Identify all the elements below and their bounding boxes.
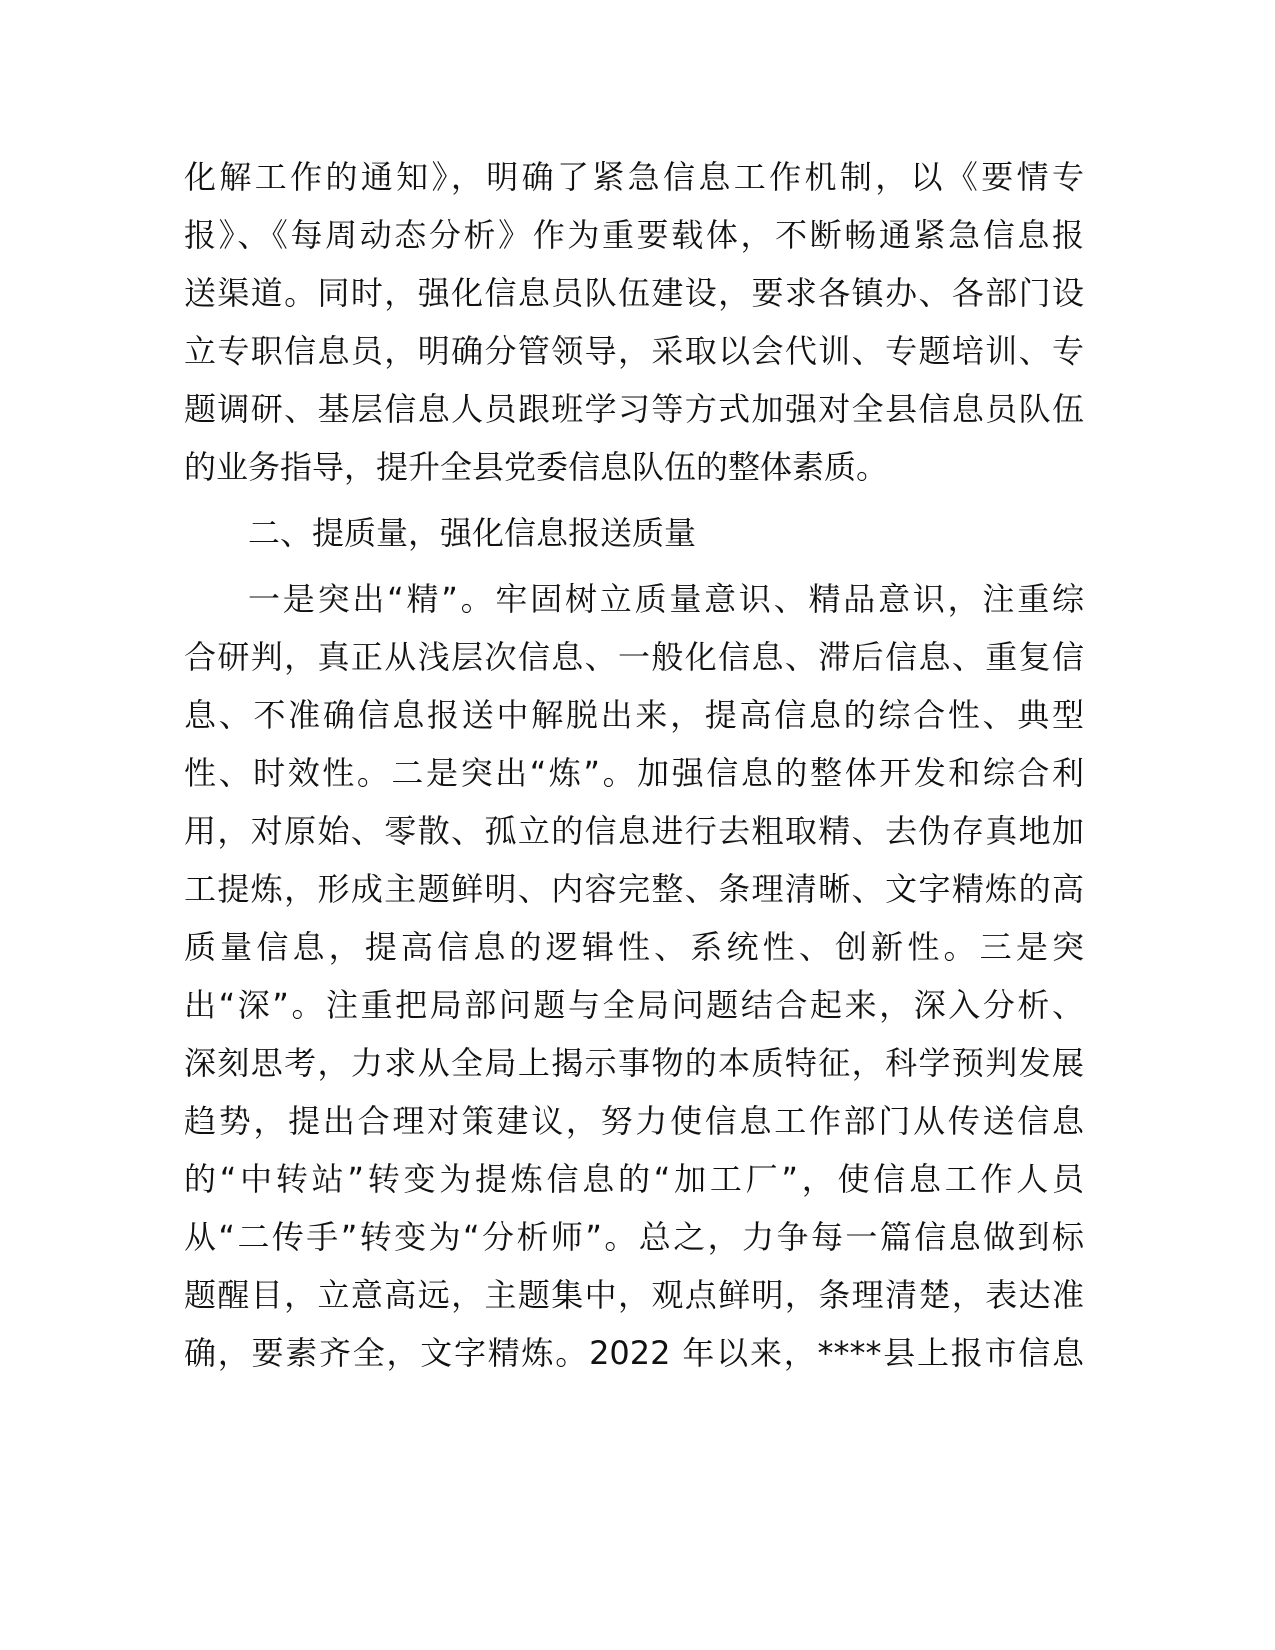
text-line: 的业务指导，提升全县党委信息队伍的整体素质。 bbox=[184, 448, 889, 486]
text-line: 报》、《每周动态分析》作为重要载体，不断畅通紧急信息报 bbox=[184, 216, 1084, 254]
paragraph-2 bbox=[184, 570, 1084, 1382]
text-line: 质量信息，提高信息的逻辑性、系统性、创新性。三是突 bbox=[184, 928, 1084, 966]
text-line: 题醒目，立意高远，主题集中，观点鲜明，条理清楚，表达准 bbox=[184, 1276, 1084, 1314]
text-line: 送渠道。同时，强化信息员队伍建设，要求各镇办、各部门设 bbox=[184, 274, 1084, 312]
text-line: 出“深”。注重把局部问题与全局问题结合起来，深入分析、 bbox=[184, 986, 1084, 1024]
text-line: 深刻思考，力求从全局上揭示事物的本质特征，科学预判发展 bbox=[184, 1044, 1084, 1082]
text-line: 趋势，提出合理对策建议，努力使信息工作部门从传送信息 bbox=[184, 1102, 1084, 1140]
text-line: 化解工作的通知》，明确了紧急信息工作机制，以《要情专 bbox=[184, 158, 1084, 196]
text-line: 立专职信息员，明确分管领导，采取以会代训、专题培训、专 bbox=[184, 332, 1084, 370]
text-line: 工提炼，形成主题鲜明、内容完整、条理清晰、文字精炼的高 bbox=[184, 870, 1084, 908]
text-line: 的“中转站”转变为提炼信息的“加工厂”，使信息工作人员 bbox=[184, 1160, 1084, 1198]
text-line: 性、时效性。二是突出“炼”。加强信息的整体开发和综合利 bbox=[184, 754, 1084, 792]
text-line: 合研判，真正从浅层次信息、一般化信息、滞后信息、重复信 bbox=[184, 638, 1084, 676]
text-line: 确，要素齐全，文字精炼。2022 年以来，****县上报市信息 bbox=[184, 1334, 1084, 1372]
section-heading: 二、提质量，强化信息报送质量 bbox=[248, 514, 697, 552]
text-line: 一是突出“精”。牢固树立质量意识、精品意识，注重综 bbox=[248, 580, 1084, 618]
document-page bbox=[184, 148, 1084, 1382]
paragraph-1 bbox=[184, 148, 1084, 496]
text-line: 息、不准确信息报送中解脱出来，提高信息的综合性、典型 bbox=[184, 696, 1084, 734]
text-line: 用，对原始、零散、孤立的信息进行去粗取精、去伪存真地加 bbox=[184, 812, 1084, 850]
text-line: 从“二传手”转变为“分析师”。总之，力争每一篇信息做到标 bbox=[184, 1218, 1084, 1256]
text-line: 题调研、基层信息人员跟班学习等方式加强对全县信息员队伍 bbox=[184, 390, 1084, 428]
